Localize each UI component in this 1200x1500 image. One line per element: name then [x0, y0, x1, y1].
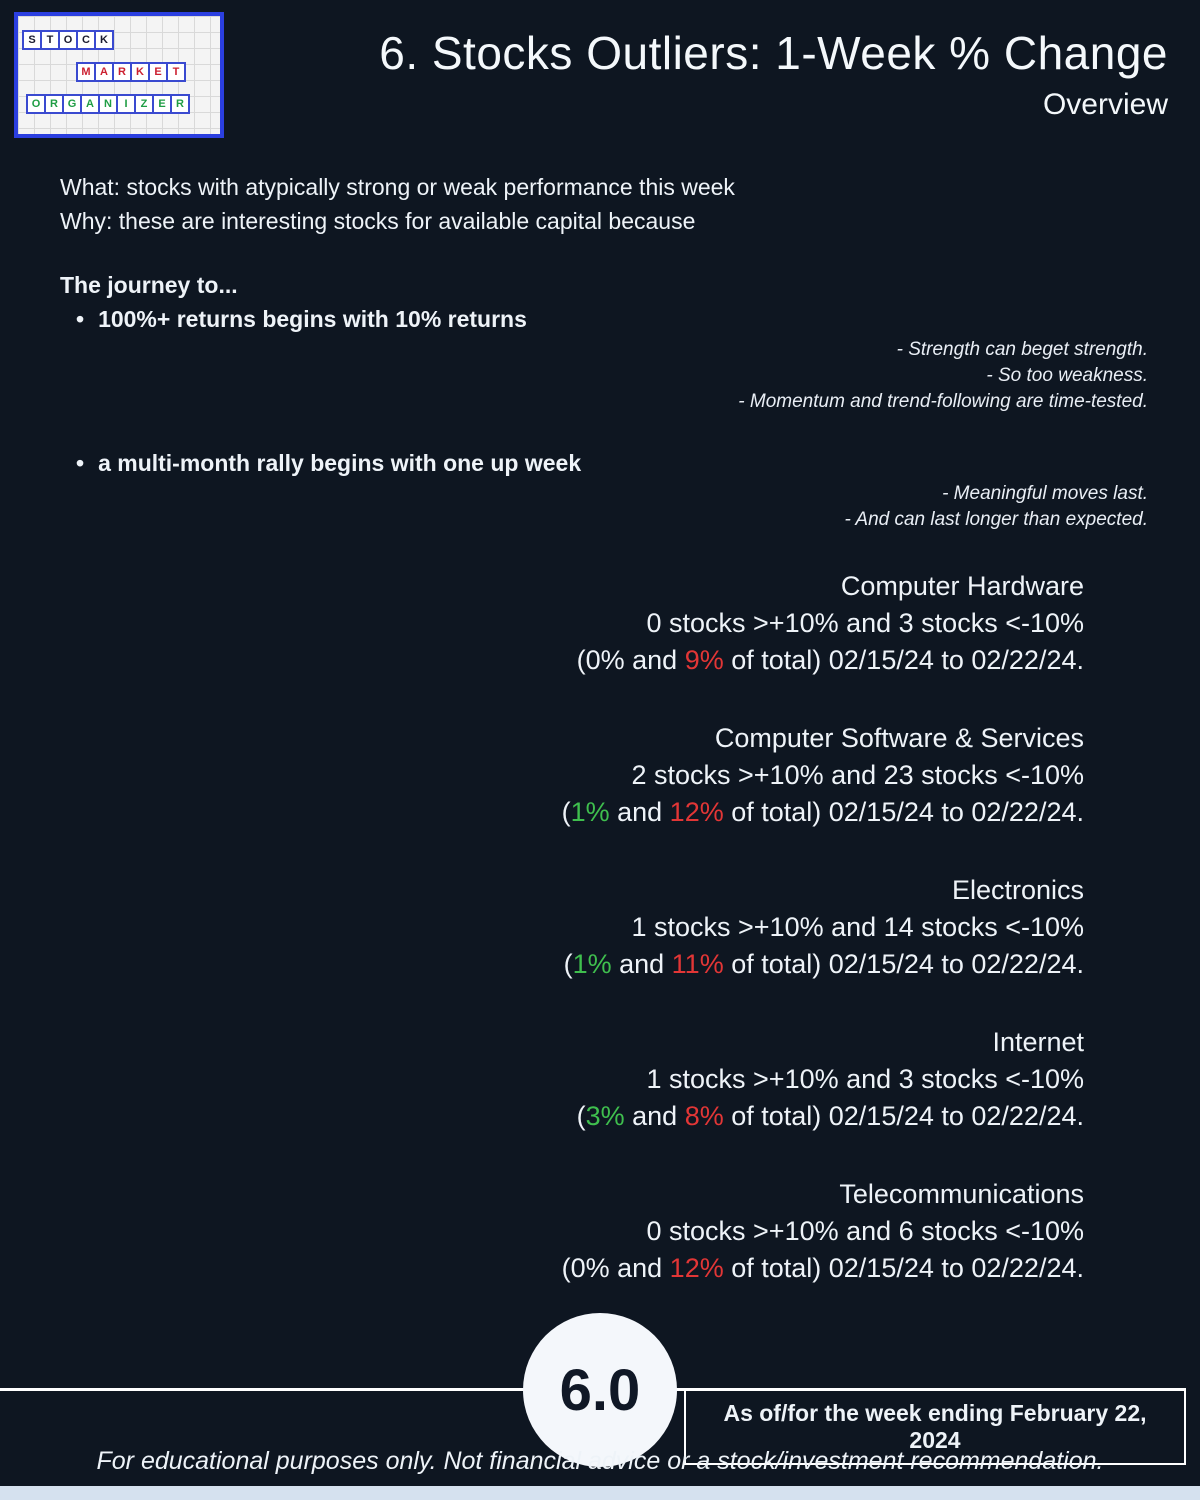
stats-suffix: of total) 02/15/24 to 02/22/24.	[723, 1101, 1084, 1131]
logo-letter-tile: E	[148, 62, 168, 82]
logo-letter-tile: N	[98, 94, 118, 114]
logo-letter-tile: A	[80, 94, 100, 114]
logo-letter-tile: I	[116, 94, 136, 114]
sector-block-telecommunications	[562, 1176, 1084, 1287]
sector-name: Computer Hardware	[840, 571, 1084, 601]
as-of-label: As of/for the week ending February 22, 2024	[684, 1391, 1186, 1465]
bullet-list-1	[76, 306, 527, 333]
logo-letter-tile: R	[112, 62, 132, 82]
note-line: - Strength can beget strength.	[896, 339, 1148, 360]
logo-letter-tile: E	[152, 94, 172, 114]
page-title: 6. Stocks Outliers: 1-Week % Change	[379, 27, 1168, 79]
stats-suffix: of total) 02/15/24 to 02/22/24.	[723, 645, 1084, 675]
logo-letter-tile: T	[166, 62, 186, 82]
stats-prefix: (	[561, 797, 571, 827]
score-badge	[523, 1313, 677, 1467]
bottom-accent-bar	[0, 1486, 1200, 1500]
sector-stats	[562, 794, 1084, 831]
stats-suffix: of total) 02/15/24 to 02/22/24.	[723, 797, 1084, 827]
sector-stats	[562, 1250, 1084, 1287]
note-line: - So too weakness.	[986, 365, 1148, 386]
sector-block-internet	[562, 1024, 1084, 1135]
logo-letter-tile: M	[76, 62, 96, 82]
why-line: Why: these are interesting stocks for available capital because	[60, 208, 696, 234]
up-percent: 3%	[585, 1101, 625, 1131]
stats-mid: and	[609, 797, 670, 827]
logo-letter-tile: Z	[134, 94, 154, 114]
logo-word-market	[76, 62, 186, 82]
bullet-returns: • 100%+ returns begins with 10% returns	[76, 306, 527, 333]
down-percent: 12%	[669, 1253, 724, 1283]
logo-letter-tile: O	[26, 94, 46, 114]
sector-block-computer-software	[562, 720, 1084, 831]
logo-letter-tile: O	[58, 30, 78, 50]
sector-name: Internet	[992, 1027, 1084, 1057]
stats-suffix: of total) 02/15/24 to 02/22/24.	[723, 1253, 1084, 1283]
stats-suffix: of total) 02/15/24 to 02/22/24.	[723, 949, 1084, 979]
up-percent: 0%	[570, 1253, 610, 1283]
sector-name: Computer Software & Services	[714, 723, 1084, 753]
disclaimer-text: For educational purposes only. Not financial advice or a stock/investment recommendation.	[96, 1447, 1104, 1475]
page-subtitle: Overview	[1042, 88, 1168, 121]
sector-stats	[562, 946, 1084, 983]
stats-mid: and	[624, 1101, 685, 1131]
journey-heading: The journey to...	[60, 272, 238, 298]
logo-letter-tile: G	[62, 94, 82, 114]
sector-block-computer-hardware	[562, 568, 1084, 679]
sector-counts: 2 stocks >+10% and 23 stocks <-10%	[631, 760, 1084, 790]
down-percent: 12%	[669, 797, 724, 827]
notes-returns	[738, 337, 1148, 415]
note-line: - And can last longer than expected.	[844, 509, 1148, 530]
sector-counts: 1 stocks >+10% and 14 stocks <-10%	[631, 912, 1084, 942]
notes-rally	[845, 481, 1149, 533]
logo-letter-tile: C	[76, 30, 96, 50]
score-value: 6.0	[559, 1357, 641, 1423]
down-percent: 11%	[671, 949, 724, 979]
up-percent: 1%	[570, 797, 610, 827]
logo-letter-tile: S	[22, 30, 42, 50]
sector-stats-list	[562, 568, 1084, 1328]
stats-prefix: (	[563, 949, 573, 979]
logo-word-organizer	[26, 94, 190, 114]
sector-counts: 1 stocks >+10% and 3 stocks <-10%	[646, 1064, 1084, 1094]
logo-letter-tile: R	[44, 94, 64, 114]
stats-mid: and	[624, 645, 685, 675]
bullet-list-2	[76, 450, 581, 477]
logo-letter-tile: T	[40, 30, 60, 50]
stats-prefix: (	[576, 645, 586, 675]
sector-stats	[562, 642, 1084, 679]
sector-counts: 0 stocks >+10% and 3 stocks <-10%	[646, 608, 1084, 638]
sector-stats	[562, 1098, 1084, 1135]
stats-prefix: (	[561, 1253, 571, 1283]
sector-name: Electronics	[951, 875, 1084, 905]
intro-block	[60, 170, 735, 238]
logo-letter-tile: A	[94, 62, 114, 82]
up-percent: 1%	[572, 949, 612, 979]
down-percent: 9%	[684, 645, 724, 675]
bullet-rally: • a multi-month rally begins with one up week	[76, 450, 581, 477]
stats-prefix: (	[576, 1101, 586, 1131]
down-percent: 8%	[684, 1101, 724, 1131]
what-line: What: stocks with atypically strong or weak performance this week	[60, 174, 735, 200]
logo-word-stock	[22, 30, 114, 50]
sector-block-electronics	[562, 872, 1084, 983]
logo-letter-tile: K	[94, 30, 114, 50]
sector-counts: 0 stocks >+10% and 6 stocks <-10%	[646, 1216, 1084, 1246]
stats-mid: and	[611, 949, 672, 979]
note-line: - Momentum and trend-following are time-tested.	[738, 391, 1148, 412]
stats-mid: and	[609, 1253, 670, 1283]
logo-letter-tile: R	[170, 94, 190, 114]
up-percent: 0%	[585, 645, 625, 675]
header	[379, 26, 1168, 122]
stock-market-organizer-logo	[14, 12, 224, 138]
logo-letter-tile: K	[130, 62, 150, 82]
sector-name: Telecommunications	[839, 1179, 1084, 1209]
note-line: - Meaningful moves last.	[942, 483, 1148, 504]
